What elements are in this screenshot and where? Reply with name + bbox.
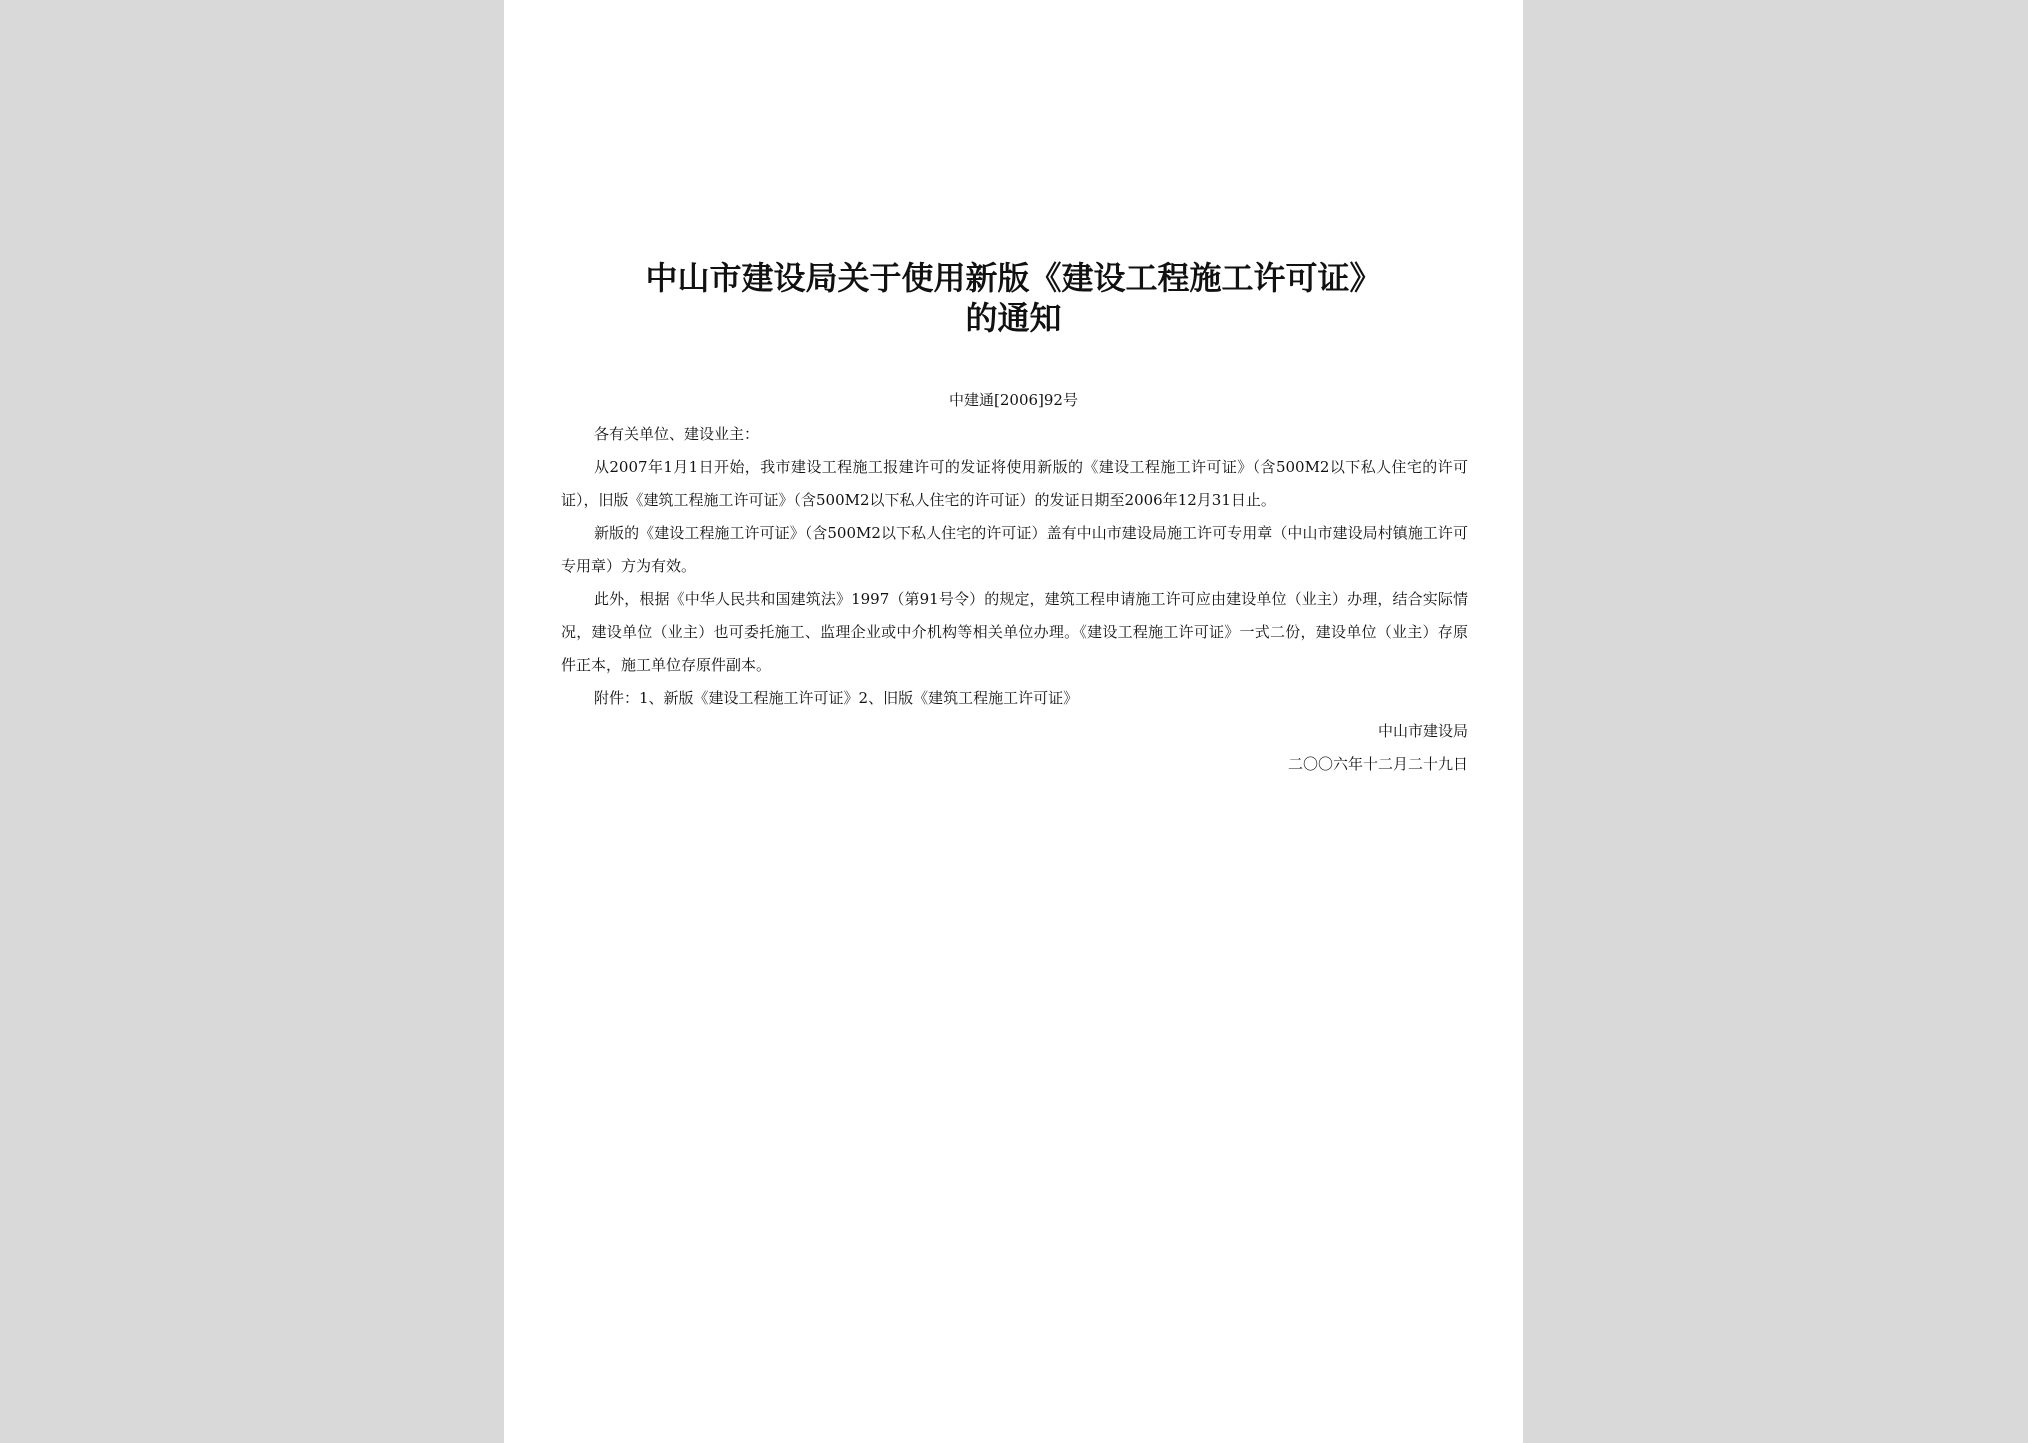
document-page (504, 0, 1523, 1443)
paragraph-2-text: 新版的《建设工程施工许可证》（含500M2以下私人住宅的许可证）盖有中山市建设局施工许可专用章（中山市建设局村镇施工许可专用章）方为有效。 (561, 524, 1468, 575)
title-line-2: 的通知 (965, 299, 1062, 337)
paragraph-3-text: 此外，根据《中华人民共和国建筑法》1997（第91号令）的规定，建筑工程申请施工许可应由建设单位（业主）办理，结合实际情况，建设单位（业主）也可委托施工、监理企业或中介机构等相关单位办理。《建设工程施工许可证》一式二份，建设单位（业主）存原件正本，施工单位存原件副本。 (561, 590, 1468, 674)
signature-block (1288, 715, 1468, 781)
issue-date: 二〇〇六年十二月二十九日 (1287, 755, 1468, 773)
paragraph-2 (561, 517, 1468, 583)
issuer: 中山市建设局 (1377, 722, 1468, 740)
attachments-text: 附件：1、新版《建设工程施工许可证》2、旧版《建筑工程施工许可证》 (594, 689, 1079, 707)
paragraph-1-text: 从2007年1月1日开始，我市建设工程施工报建许可的发证将使用新版的《建设工程施工许可证》（含500M2以下私人住宅的许可证），旧版《建筑工程施工许可证》（含500M2以下私人住宅的许可证）的发证日期至2006年12月31日止。 (561, 458, 1468, 509)
attachments (561, 682, 1468, 715)
paragraph-3 (561, 583, 1468, 682)
document-number: 中建通[2006]92号 (949, 391, 1078, 409)
document-title (504, 258, 1523, 338)
salutation: 各有关单位、建设业主： (594, 425, 760, 443)
title-line-1: 中山市建设局关于使用新版《建设工程施工许可证》 (645, 259, 1382, 297)
paragraph-1 (561, 451, 1468, 517)
